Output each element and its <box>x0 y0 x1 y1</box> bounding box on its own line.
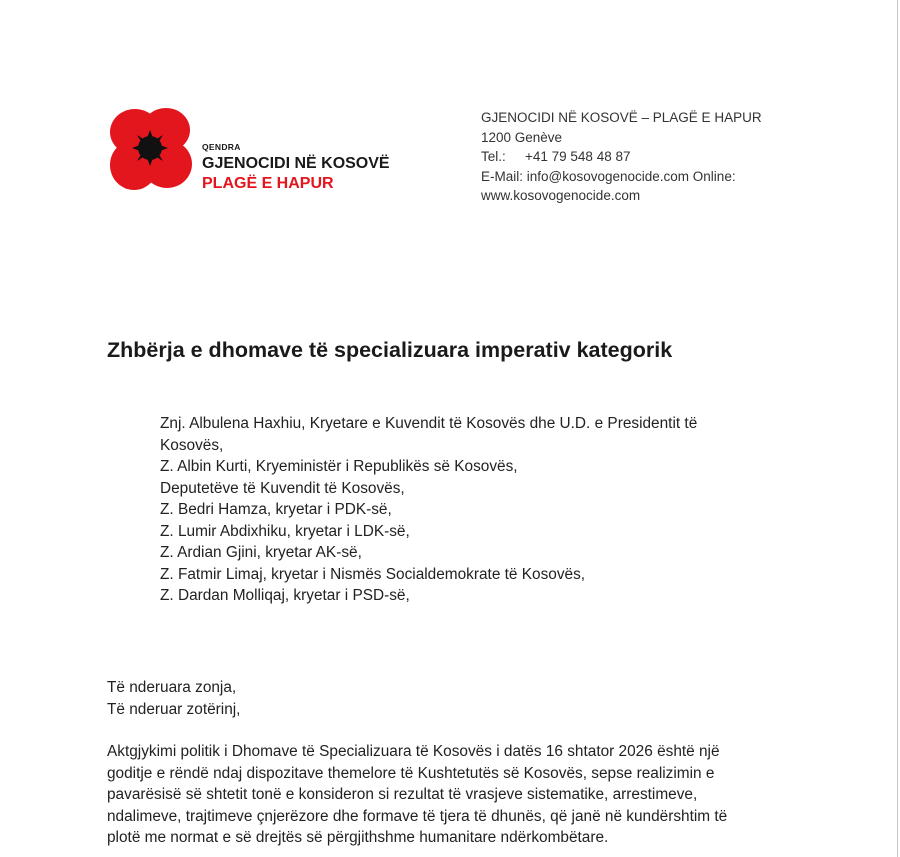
recipient-line: Z. Albin Kurti, Kryeministër i Republikës së Kosovës, <box>160 458 518 475</box>
tel-label: Tel.: <box>481 149 506 165</box>
body-line: plotë me normat e së drejtës së përgjithshme humanitare ndërkombëtare. <box>107 829 609 846</box>
recipient-line: Z. Ardian Gjini, kryetar AK-së, <box>160 544 362 561</box>
body-line: Aktgjykimi politik i Dhomave të Specializuara të Kosovës i datës 16 shtator 2026 është një <box>107 743 720 760</box>
recipient-line: Deputetëve të Kuvendit të Kosovës, <box>160 479 405 497</box>
body-paragraph <box>107 741 727 849</box>
logo-title-line1: GJENOCIDI NË KOSOVË <box>202 155 390 172</box>
document-title: Zhbërja e dhomave të specializuara imperativ kategorik <box>107 338 673 362</box>
recipient-line: Z. Fatmir Limaj, kryetar i Nismës Socialdemokrate të Kosovës, <box>160 565 586 583</box>
logo-title-line2: PLAGË E HAPUR <box>202 175 334 192</box>
greeting-line: Të nderuar zotërinj, <box>107 700 241 718</box>
recipients-list <box>160 413 697 607</box>
contact-city: 1200 Genève <box>481 129 563 145</box>
body-line: goditje e rëndë ndaj dispozitave themelore të Kushtetutës së Kosovës, sepse realizimin e <box>107 764 715 782</box>
contact-email[interactable]: E-Mail: info@kosovogenocide.com Online: <box>481 168 736 184</box>
recipient-line: Znj. Albulena Haxhiu, Kryetare e Kuvendit të Kosovës dhe U.D. e Presidentit të <box>160 415 698 432</box>
tel-value: +41 79 548 48 87 <box>525 149 631 165</box>
poppy-flower-icon <box>106 104 196 194</box>
page-edge <box>897 0 898 857</box>
contact-org: GJENOCIDI NË KOSOVË – PLAGË E HAPUR <box>481 110 762 125</box>
contact-website[interactable]: www.kosovogenocide.com <box>481 188 641 204</box>
organization-logo <box>106 104 406 196</box>
greeting <box>107 677 240 720</box>
body-line: pavarësisë së shtetit tonë e konsideron si rezultat të vrasjeve sistematike, arrestimeve, <box>107 786 698 803</box>
recipient-line: Kosovës, <box>160 436 224 454</box>
logo-small-text: QENDRA <box>202 142 241 152</box>
recipient-line: Z. Bedri Hamza, kryetar i PDK-së, <box>160 501 392 518</box>
contact-tel <box>481 147 762 167</box>
recipient-line: Z. Dardan Molliqaj, kryetar i PSD-së, <box>160 587 410 604</box>
contact-block <box>481 108 762 206</box>
recipient-line: Z. Lumir Abdixhiku, kryetar i LDK-së, <box>160 522 410 540</box>
body-line: ndalimeve, trajtimeve çnjerëzore dhe formave të tjera të dhunës, që janë në kundërshtim të <box>107 807 728 825</box>
greeting-line: Të nderuara zonja, <box>107 679 237 696</box>
